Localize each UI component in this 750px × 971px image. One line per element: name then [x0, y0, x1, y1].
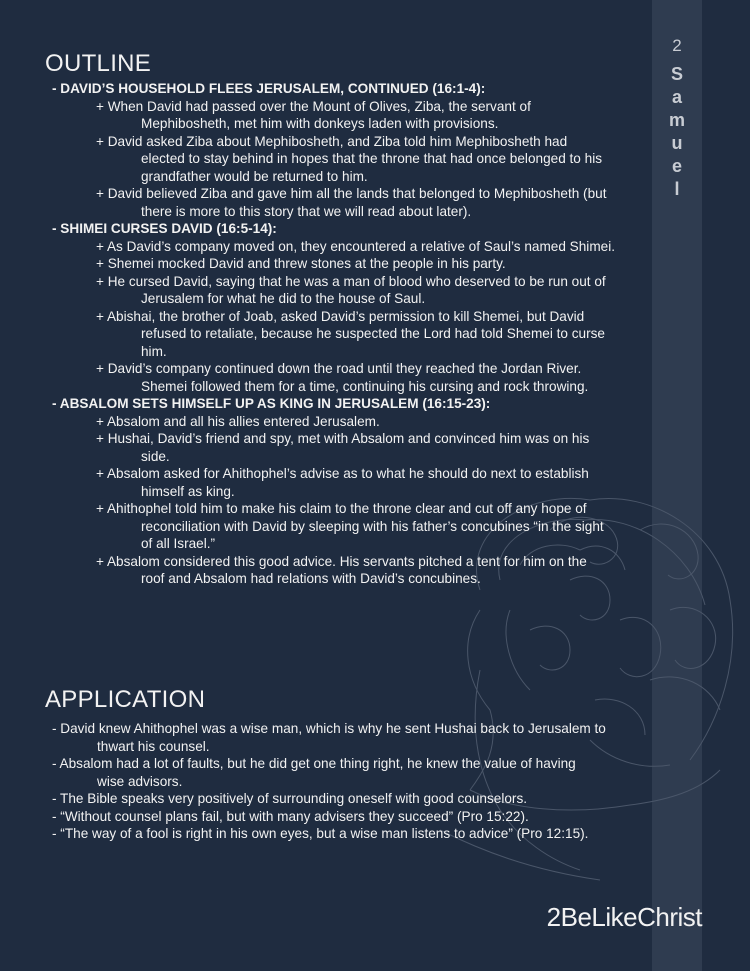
item-first-line: - David knew Ahithophel was a wise man, which is why he sent Hushai back to Jerusalem to	[52, 721, 606, 736]
item-first-line: + Hushai, David’s friend and spy, met with Absalom and convinced him was on his	[96, 431, 590, 446]
item-continuation: grandfather would be returned to him.	[141, 168, 368, 184]
application-item	[52, 790, 652, 808]
outline-item	[52, 255, 652, 273]
item-continuation: refused to retaliate, because he suspected the Lord had told Shemei to curse	[141, 326, 605, 341]
side-letter: S	[670, 64, 683, 84]
outline-item	[52, 465, 652, 500]
item-first-line: + David’s company continued down the road until they reached the Jordan River.	[96, 361, 582, 376]
item-continuation: side.	[141, 448, 170, 464]
item-continuation: him.	[141, 343, 167, 359]
outline-item	[52, 308, 652, 361]
application-item	[52, 808, 652, 826]
outline-item	[52, 553, 652, 588]
item-first-line: + Abishai, the brother of Joab, asked David’s permission to kill Shemei, but David	[96, 308, 585, 324]
application-heading: APPLICATION	[45, 686, 206, 713]
item-first-line: + Ahithophel told him to make his claim to the throne clear and cut off any hope of	[96, 501, 587, 516]
application-list	[52, 720, 652, 843]
outline-item	[52, 98, 652, 133]
outline-item	[52, 500, 652, 553]
item-continuation: himself as king.	[141, 483, 235, 499]
item-continuation: of all Israel.”	[141, 536, 216, 551]
item-first-line: + Absalom asked for Ahithophel’s advise as to what he should do next to establish	[96, 466, 589, 481]
application-item	[52, 825, 652, 843]
outline-item	[52, 273, 652, 308]
item-continuation: roof and Absalom had relations with David’s concubines.	[141, 571, 481, 586]
item-continuation: elected to stay behind in hopes that the throne that had once belonged to his	[141, 151, 603, 166]
outline-item	[52, 413, 652, 431]
item-first-line: - “The way of a fool is right in his own eyes, but a wise man listens to advice” (Pro 12:15).	[52, 826, 589, 841]
item-first-line: + David asked Ziba about Mephibosheth, and Ziba told him Mephibosheth had	[96, 133, 568, 149]
item-first-line: - Absalom had a lot of faults, but he did get one thing right, he knew the value of having	[52, 756, 576, 771]
item-continuation: wise advisors.	[97, 773, 183, 789]
outline-list	[52, 80, 652, 588]
item-first-line: + Absalom and all his allies entered Jerusalem.	[96, 413, 380, 429]
item-continuation: reconciliation with David by sleeping with his father’s concubines “in the sight	[141, 518, 604, 534]
item-first-line: - “Without counsel plans fail, but with many advisers they succeed” (Pro 15:22).	[52, 808, 529, 824]
outline-item	[52, 360, 652, 395]
application-item	[52, 755, 652, 790]
outline-heading: OUTLINE	[45, 50, 152, 77]
item-first-line: + As David’s company moved on, they encountered a relative of Saul’s named Shimei.	[96, 238, 615, 254]
outline-item	[52, 133, 652, 186]
item-first-line: + David believed Ziba and gave him all the lands that belonged to Mephibosheth (but	[96, 186, 607, 201]
item-continuation: Jerusalem for what he did to the house of Saul.	[141, 291, 426, 306]
application-item	[52, 720, 652, 755]
item-first-line: + Absalom considered this good advice. His servants pitched a tent for him on the	[96, 553, 587, 569]
item-first-line: + Shemei mocked David and threw stones at the people in his party.	[96, 256, 506, 271]
item-first-line: + He cursed David, saying that he was a man of blood who deserved to be run out of	[96, 273, 606, 289]
side-letter: l	[674, 179, 680, 199]
section-title: - SHIMEI CURSES DAVID (16:5-14):	[52, 221, 277, 236]
brand-logo: 2BeLikeChrist	[546, 902, 702, 932]
outline-item	[52, 238, 652, 256]
item-continuation: thwart his counsel.	[97, 738, 210, 754]
item-first-line: - The Bible speaks very positively of surrounding oneself with good counselors.	[52, 791, 528, 806]
section-title: - DAVID’S HOUSEHOLD FLEES JERUSALEM, CONTINUED (16:1-4):	[52, 81, 486, 96]
side-letter: e	[671, 156, 682, 176]
book-number: 2	[672, 36, 682, 55]
section-title: - ABSALOM SETS HIMSELF UP AS KING IN JERUSALEM (16:15-23):	[52, 396, 491, 411]
item-continuation: Shemei followed them for a time, continuing his cursing and rock throwing.	[141, 378, 589, 394]
outline-item	[52, 430, 652, 465]
item-continuation: Mephibosheth, met him with donkeys laden with provisions.	[141, 116, 499, 131]
outline-item	[52, 185, 652, 220]
item-continuation: there is more to this story that we will read about later).	[141, 203, 472, 219]
side-letter: u	[671, 133, 683, 153]
side-letter: m	[668, 110, 685, 130]
item-first-line: + When David had passed over the Mount of Olives, Ziba, the servant of	[96, 98, 531, 114]
side-letter: a	[671, 87, 682, 107]
